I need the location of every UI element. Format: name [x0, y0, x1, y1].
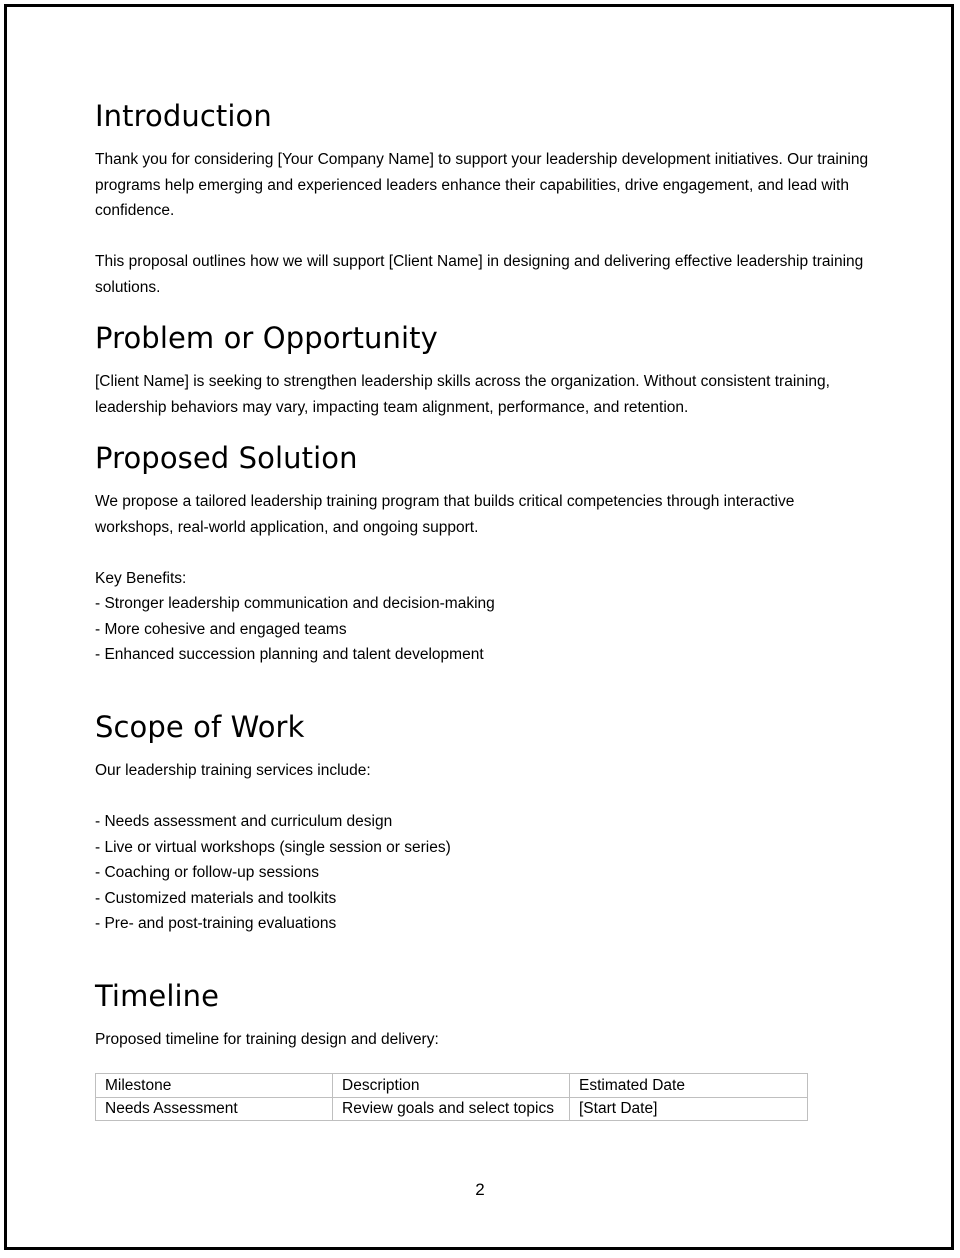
- problem-heading: Problem or Opportunity: [95, 321, 438, 355]
- table-header-cell: Description: [333, 1073, 570, 1097]
- list-item: - Live or virtual workshops (single session or series): [95, 838, 451, 856]
- table-cell: [Start Date]: [570, 1097, 808, 1120]
- introduction-heading: Introduction: [95, 99, 272, 133]
- spacer: [95, 693, 875, 707]
- solution-heading: Proposed Solution: [95, 441, 358, 475]
- spacer: [95, 420, 875, 438]
- table-header-cell: Estimated Date: [570, 1073, 808, 1097]
- list-item: - Needs assessment and curriculum design: [95, 813, 393, 830]
- key-benefits-list: [95, 591, 875, 668]
- timeline-table: [95, 1073, 808, 1121]
- introduction-paragraph-2: This proposal outlines how we will support [Client Name] in designing and delivering effective leadership training solutions.: [95, 253, 864, 296]
- timeline-heading: Timeline: [95, 979, 220, 1013]
- key-benefits-label: Key Benefits:: [95, 569, 187, 587]
- list-item: - Customized materials and toolkits: [95, 889, 337, 907]
- scope-intro: Our leadership training services include:: [95, 762, 371, 779]
- list-item: - Stronger leadership communication and decision-making: [95, 595, 495, 612]
- list-item: - Coaching or follow-up sessions: [95, 864, 319, 881]
- introduction-paragraph-1: Thank you for considering [Your Company Name] to support your leadership development initiatives. Our training programs help emerging and experienced leaders enhance their capabilities, drive engagement, and lead with confidence.: [95, 151, 869, 219]
- problem-paragraph: [Client Name] is seeking to strengthen leadership skills across the organization. Without consistent training, leadership behaviors may vary, impacting team alignment, performance, and retention.: [95, 373, 830, 416]
- scope-heading: Scope of Work: [95, 710, 305, 744]
- list-item: - Enhanced succession planning and talent development: [95, 646, 484, 663]
- scope-list: [95, 809, 875, 937]
- list-item: - More cohesive and engaged teams: [95, 620, 347, 638]
- solution-paragraph: We propose a tailored leadership training program that builds critical competencies through interactive workshops, real-world application, and ongoing support.: [95, 493, 795, 536]
- list-item: - Pre- and post-training evaluations: [95, 915, 337, 932]
- table-cell: Review goals and select topics: [333, 1097, 570, 1120]
- spacer: [95, 962, 875, 976]
- table-header-cell: Milestone: [96, 1073, 333, 1097]
- spacer: [95, 300, 875, 318]
- table-row: [96, 1097, 808, 1120]
- table-header-row: [96, 1073, 808, 1097]
- page-number: 2: [475, 1180, 485, 1199]
- document-content: [95, 96, 875, 1121]
- timeline-intro: Proposed timeline for training design and delivery:: [95, 1031, 439, 1048]
- table-cell: Needs Assessment: [96, 1097, 333, 1120]
